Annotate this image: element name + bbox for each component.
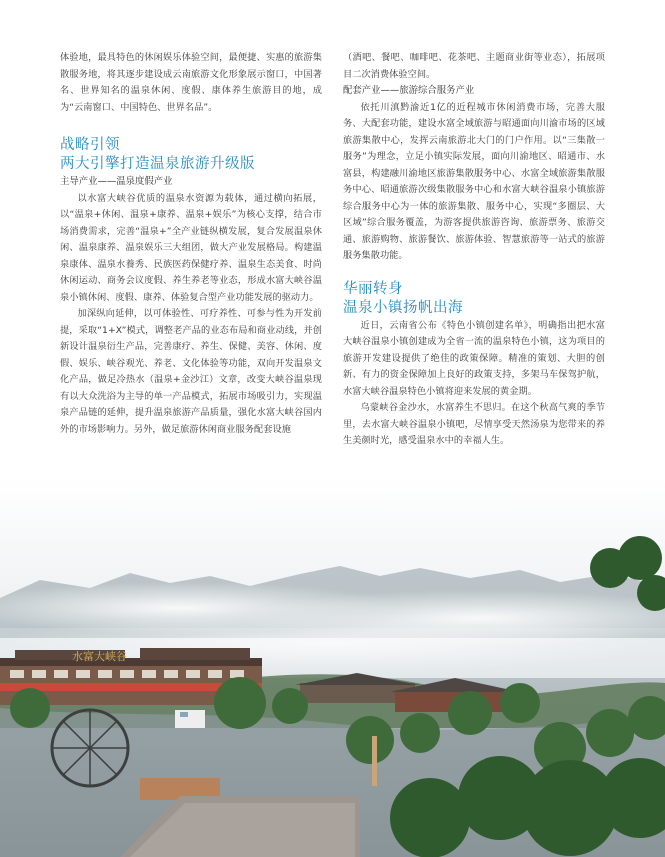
left-column	[60, 50, 322, 438]
left-intro-paragraph: 体验地，最具特色的休闲娱乐体验空间，最便捷、实惠的旅游集散服务地，将其逐步建设成云南旅游文化形象展示窗口，中国著名、世界知名的温泉休闲、度假、康体养生旅游目的地，成为“云南窗口、中国特色、世界名品”。	[60, 52, 322, 113]
section-title-transformation-line1: 华丽转身	[343, 280, 403, 297]
building-sign: 水富大峡谷	[72, 650, 127, 663]
right-paragraph-2: 近日，云南省公布《特色小镇创建名单》，明确指出把水富大峡谷温泉小镇创建成为全省一流的温泉特色小镇，这为项目的旅游开发建设提供了绝佳的政策保障。精准的策划、大胆的创新、有力的资金保障加上良好的政策支持，多架马车保驾护航，水富大峡谷温泉特色小镇将迎来发展的黄金期。	[343, 319, 605, 397]
section-title-transformation-line2: 温泉小镇扬帆出海	[343, 299, 463, 316]
left-paragraph-2: 加深纵向延伸，以可体验性、可疗养性、可参与性为开发前提，采取“1+X”模式，调整老产品的业态布局和商业动线，并创新设计温泉衍生产品，完善康疗、养生、保健、美容、休闲、度假、娱乐、峡谷观光、养老、文化体验等功能，双向开发温泉文化产品，做足冷热水（温泉+金沙江）文章，改变大峡谷温泉现有以大众洗浴为主导的单一产品模式，拓展市场吸引力，实现温泉产品链的延伸，提升温泉旅游产品质量，强化水富大峡谷国内外的市场影响力。另外，做足旅游休闲商业服务配套设施	[60, 308, 322, 435]
section-title-strategy	[60, 136, 322, 174]
right-paragraph-3: 乌蒙峡谷金沙水，水富养生不思归。在这个秋高气爽的季节里，去水富大峡谷温泉小镇吧，尽情享受天然汤泉为您带来的养生美颜时光，感受温泉水中的幸福人生。	[343, 402, 605, 446]
section-title-transformation	[343, 280, 605, 318]
subheading-supporting-industry: 配套产业——旅游综合服务产业	[343, 85, 475, 96]
section-title-strategy-line2: 两大引擎打造温泉旅游升级版	[60, 156, 255, 172]
right-paragraph-1: 依托川滇黔渝近1亿的近程城市休闲消费市场，完善大服务、大配套功能，建设水富全域旅游与昭通面向川渝市场的区域旅游集散中心，发挥云南旅游北大门的门户作用。以“三集散一服务”为理念，立足小镇实际发展，面向川渝地区、昭通市、水富县，构建融川渝地区旅游集散服务中心、水富全域旅游集散服务中心、昭通旅游次级集散服务中心和水富大峡谷温泉小镇旅游综合服务中心为一体的旅游集散、服务中心，实现“多圈层、大区域”综合服务覆盖，为游客提供旅游咨询、旅游票务、旅游交通、旅游购物、旅游餐饮、旅游体验、智慧旅游等一站式的旅游服务集散功能。	[343, 101, 605, 261]
hot-spring-town-photo	[0, 478, 665, 857]
left-paragraph-1: 以水富大峡谷优质的温泉水资源为载体，通过横向拓展，以“温泉+休闲、温泉+康养、温泉+娱乐”为核心支撑，结合市场消费需求，完善“温泉+”全产业链纵横发展，复合发展温泉休闲、温泉康养、温泉娱乐三大组团，做大产业发展格局。构建温泉康体、温泉水養秀、民族医药保健疗养、温泉生态美食、时尚休闲运动、商务会议度假、养生养老等业态，形成水富大峡谷温泉小镇休闲、度假、康养、体验复合型产业功能发展的驱动力。	[60, 192, 322, 303]
right-intro-paragraph: （酒吧、餐吧、咖啡吧、花茶吧、主题商业街等业态），拓展项目二次消费体验空间。	[343, 52, 605, 80]
right-column	[343, 50, 605, 450]
subheading-leading-industry: 主导产业——温泉度假产业	[60, 176, 173, 187]
section-title-strategy-line1: 战略引领	[60, 137, 120, 153]
